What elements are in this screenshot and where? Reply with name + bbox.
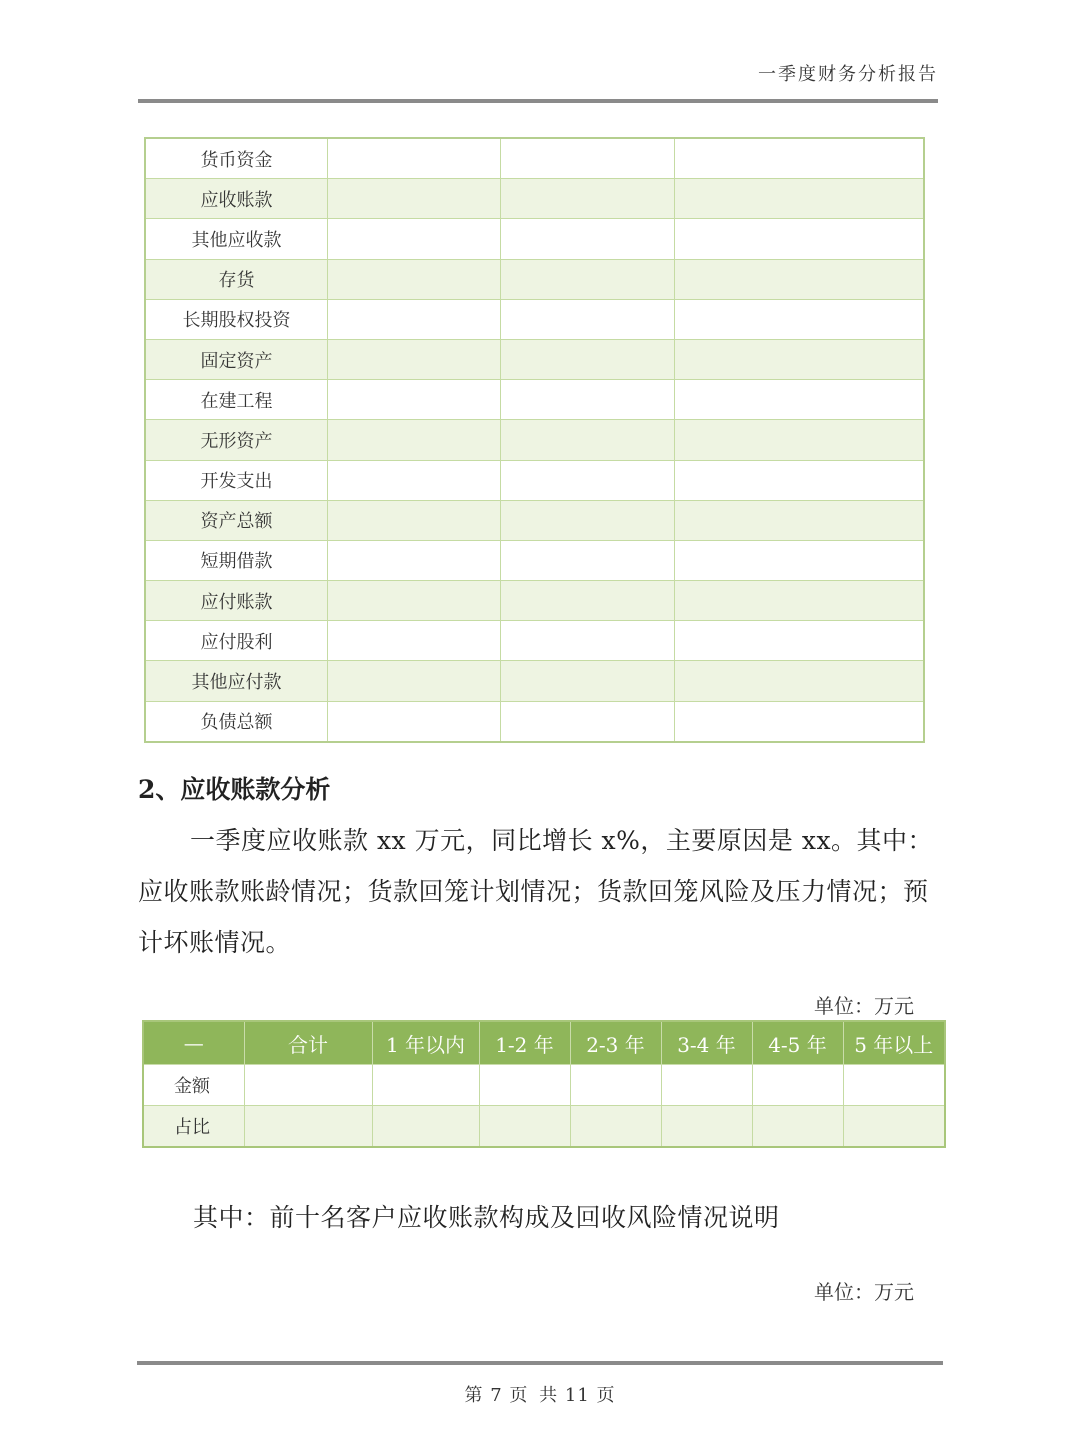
table-row (143, 1065, 945, 1106)
header-divider (138, 99, 938, 103)
page-number: 第 7 页 (464, 1385, 529, 1406)
table-row (145, 460, 924, 500)
row-label: 应付账款 (145, 581, 327, 621)
column-header: 5 年以上 (843, 1021, 945, 1065)
table-row (145, 179, 924, 219)
row-label: 短期借款 (145, 540, 327, 580)
table-row (145, 339, 924, 379)
row-label: 长期股权投资 (145, 299, 327, 339)
table-row (145, 219, 924, 259)
page-total: 共 11 页 (539, 1385, 616, 1406)
row-label: 其他应付款 (145, 661, 327, 701)
column-header: — (143, 1021, 244, 1065)
table-row (145, 380, 924, 420)
row-label: 占比 (143, 1106, 244, 1148)
section-heading: 2、应收账款分析 (138, 775, 331, 804)
aging-table (142, 1020, 946, 1148)
row-label: 资产总额 (145, 500, 327, 540)
table-row (145, 581, 924, 621)
unit-label: 单位：万元 (814, 994, 914, 1018)
column-header: 3-4 年 (661, 1021, 752, 1065)
row-label: 开发支出 (145, 460, 327, 500)
table-row (145, 701, 924, 742)
table-row (143, 1106, 945, 1148)
table-row (145, 540, 924, 580)
page-footer (0, 1381, 1080, 1407)
section-paragraph: 一季度应收账款 xx 万元，同比增长 x%，主要原因是 xx。其中：应收账款账龄情况；货款回笼计划情况；货款回笼风险及压力情况；预计坏账情况。 (138, 826, 934, 957)
column-header: 2-3 年 (570, 1021, 661, 1065)
note-text: 其中：前十名客户应收账款构成及回收风险情况说明 (193, 1203, 780, 1232)
table-row (145, 138, 924, 179)
row-label: 固定资产 (145, 339, 327, 379)
balance-table (144, 137, 925, 743)
row-label: 应收账款 (145, 179, 327, 219)
row-label: 存货 (145, 259, 327, 299)
header-title: 一季度财务分析报告 (758, 64, 938, 85)
table-row (145, 621, 924, 661)
row-label: 应付股利 (145, 621, 327, 661)
column-header: 4-5 年 (752, 1021, 843, 1065)
footer-divider (137, 1361, 943, 1365)
table-row (145, 420, 924, 460)
row-label: 负债总额 (145, 701, 327, 742)
table-row (145, 299, 924, 339)
column-header: 合计 (244, 1021, 372, 1065)
column-header: 1 年以内 (372, 1021, 479, 1065)
table-row (145, 500, 924, 540)
row-label: 货币资金 (145, 138, 327, 179)
row-label: 其他应收款 (145, 219, 327, 259)
column-header: 1-2 年 (479, 1021, 570, 1065)
table-header-row (143, 1021, 945, 1065)
row-label: 无形资产 (145, 420, 327, 460)
table-row (145, 661, 924, 701)
row-label: 金额 (143, 1065, 244, 1106)
table-row (145, 259, 924, 299)
row-label: 在建工程 (145, 380, 327, 420)
unit-label: 单位：万元 (814, 1280, 914, 1304)
